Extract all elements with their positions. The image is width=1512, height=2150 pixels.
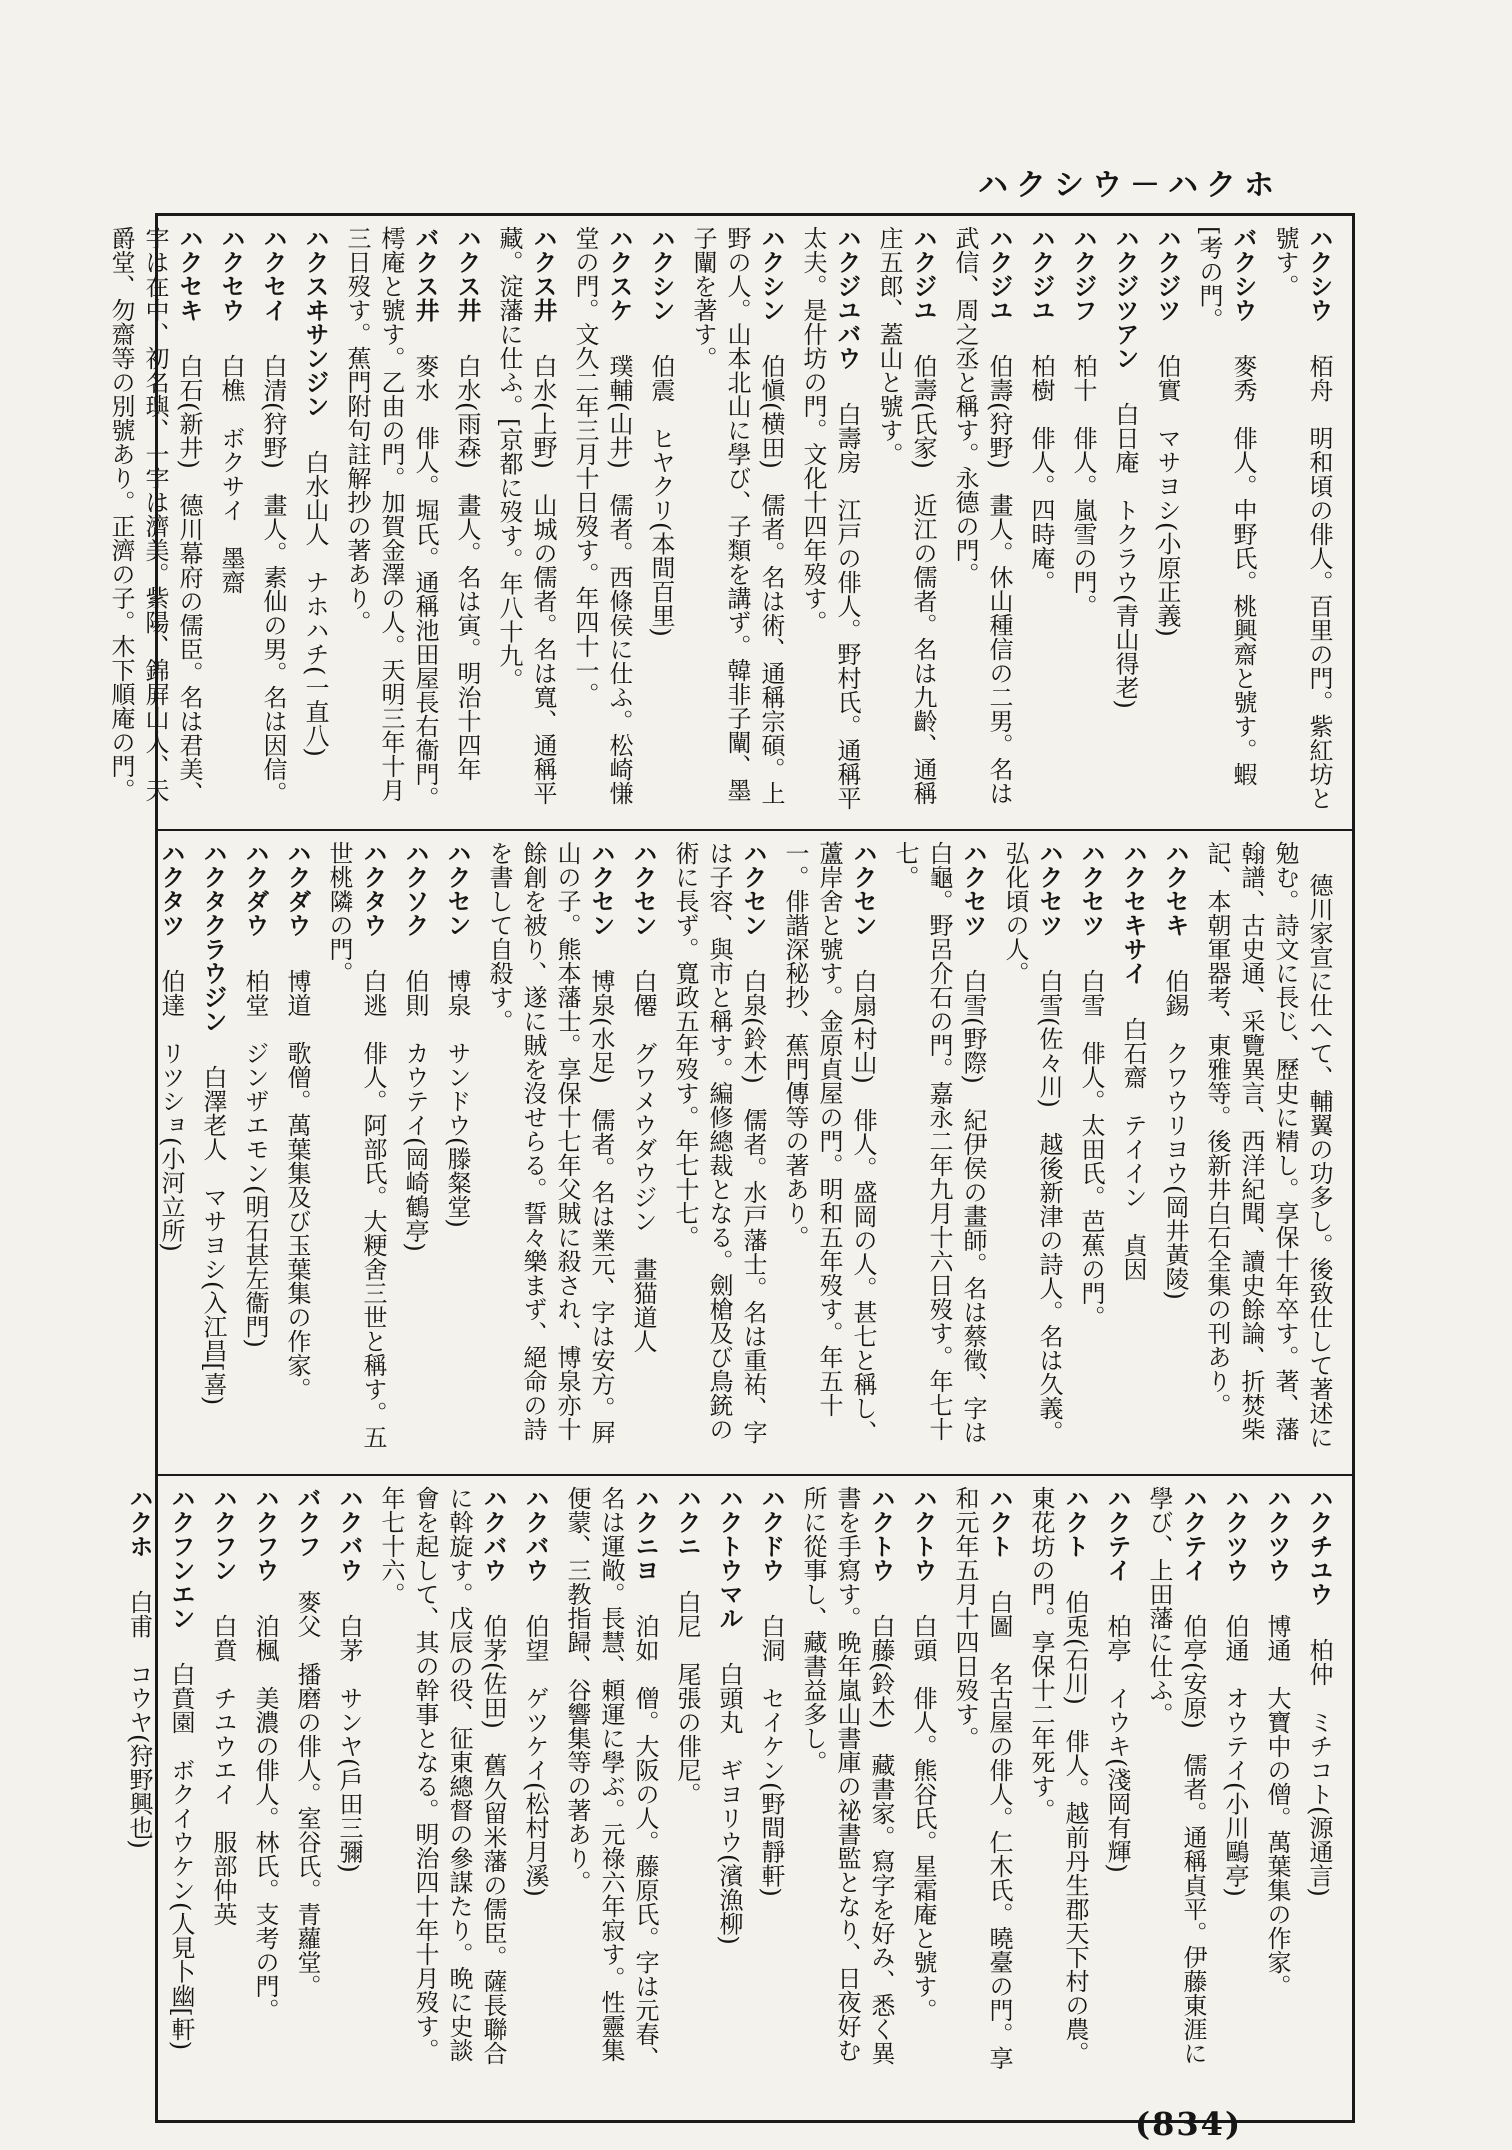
entry-reading: ハクタウ	[359, 841, 387, 937]
entry-text: 伯通 オウテイ(小川鷗亭)	[1221, 1590, 1249, 1897]
entry-reading: ハクス井	[453, 226, 481, 322]
entry-text: 柏亭 イウキ(淺岡有輝)	[1103, 1590, 1131, 1873]
entry-text: 博泉 サンドウ(滕粲堂)	[443, 945, 471, 1228]
entry-text: 泊如 僧。大阪の人。藤原氏。字は元春、名は運敞。長慧、頼運に學ぶ。元祿六年寂す。性靈集便蒙、三教指歸、谷響集等の著あり。	[563, 1486, 659, 2070]
entry-reading: ハクバウ	[521, 1486, 549, 1582]
entry-text: 白尼 尾張の俳尼。	[673, 1566, 701, 1806]
entry-reading: ハクジフ	[1069, 226, 1097, 322]
entry-text: 白逃 俳人。阿部氏。大粳舍三世と稱す。五世桃隣の門。	[325, 841, 387, 1449]
entry-reading: ハクテイ	[1179, 1486, 1207, 1582]
entry-text: 伯壽(氏家) 近江の儒者。名は九齡、通稱庄五郎、蓋山と號す。	[875, 226, 937, 805]
dictionary-entry	[948, 226, 1016, 819]
entry-reading: ハクツウ	[1221, 1486, 1249, 1582]
entry-text: 栢舟 明和頃の俳人。百里の門。紫紅坊と號す。	[1271, 226, 1333, 810]
entry-text: 白石齋 テイイン 貞因	[1119, 993, 1147, 1281]
dictionary-entry	[670, 1486, 704, 2081]
entry-reading: ハクトウマル	[715, 1486, 743, 1630]
entry-text: 白澤老人 マサヨシ(入江昌[喜)	[199, 1041, 227, 1406]
entry-text: 白壽房 江戸の俳人。野村氏。通稱平太夫。是什坊の門。文化十四年歿す。	[799, 226, 861, 810]
entry-text: 白藤(鈴木) 藏書家。寫字を好み、悉く異書を手寫す。晩年嵐山書庫の祕書監となり、日夜好む所に從事し、藏書益多し。	[799, 1486, 895, 2065]
entry-reading: ハクセツ	[959, 841, 987, 937]
entry-text: 白甫 コウヤ(狩野興也)	[125, 1566, 153, 1849]
page-number: (834)	[1135, 2105, 1243, 2143]
dictionary-entry	[154, 841, 188, 1464]
dictionary-frame	[107, 213, 1355, 2123]
entry-reading: ハクタクラウジン	[199, 841, 227, 1033]
entry-reading: ハクジユ	[1027, 226, 1055, 322]
entry-reading: ハクスヰサンジン	[301, 226, 329, 418]
entry-text: 白茅 サンヤ(戶田三彌)	[335, 1590, 363, 1873]
entry-reading: ハクセン	[443, 841, 471, 937]
entry-text: 伯則 カウテイ(岡崎鶴亭)	[401, 945, 429, 1252]
dictionary-entry	[196, 841, 230, 1464]
dictionary-entry	[1260, 1486, 1294, 2081]
entry-reading: ハクセン	[739, 841, 767, 937]
tier-top	[107, 216, 1352, 831]
dictionary-entry	[298, 226, 332, 819]
dictionary-entry	[440, 841, 474, 1464]
entry-reading: ハクタツ	[157, 841, 185, 937]
dictionary-entry	[1150, 226, 1184, 819]
entry-reading: ハクス井	[529, 226, 557, 322]
entry-reading: ハクドウ	[757, 1486, 785, 1582]
entry-reading: ハクシン	[647, 226, 675, 322]
dictionary-entry	[644, 226, 678, 819]
dictionary-entry	[1158, 841, 1192, 1464]
entry-text: 白賁園 ボクイウケン(人見卜幽[軒)	[167, 1638, 195, 2051]
dictionary-entry	[948, 1486, 1016, 2081]
entry-text: 泊楓 美濃の俳人。林氏。支考の門。	[251, 1590, 279, 2022]
entry-reading: ハクジユ	[909, 226, 937, 322]
dictionary-entry	[374, 1486, 510, 2081]
entry-reading: ハクフンエン	[167, 1486, 195, 1630]
entry-text: 白頭 俳人。熊谷氏。星霜庵と號す。	[909, 1590, 937, 2022]
dictionary-entry	[398, 841, 432, 1464]
dictionary-entry	[1108, 226, 1142, 819]
entry-reading: バクス井	[411, 226, 439, 322]
dictionary-entry	[712, 1486, 746, 2081]
entry-text: 伯茅(佐田) 舊久留米藩の儒臣。薩長聯合に斡旋す。戊辰の役、征東總督の參謀たり。晩に史談會を起して、其の幹事となる。明治四十年十月歿す。年七十六。	[377, 1486, 507, 2065]
entry-reading: ハクセン	[849, 841, 877, 937]
entry-reading: ハクセン	[629, 841, 657, 937]
dictionary-entry	[626, 841, 660, 1464]
entry-text: 伯亭(安原) 儒者。通稱貞平。伊藤東涯に學び、上田藩に仕ふ。	[1145, 1486, 1207, 2065]
entry-reading: ハクト	[985, 1486, 1013, 1558]
dictionary-entry	[906, 1486, 940, 2081]
entry-reading: バクシウ	[1229, 226, 1257, 322]
entry-text: 白日庵 トクラウ(青山得老)	[1111, 378, 1139, 709]
entry-reading: ハクニ	[673, 1486, 701, 1558]
entry-reading: バクフ	[293, 1486, 321, 1558]
dictionary-entry	[256, 226, 290, 819]
entry-text: 柏十 俳人。嵐雪の門。	[1069, 330, 1097, 618]
dictionary-entry	[1066, 226, 1100, 819]
dictionary-entry	[122, 1486, 156, 2081]
entry-reading: ハクジツ	[1153, 226, 1181, 322]
entry-text: 伯壽(狩野) 畫人。休山種信の二男。名は武信、周之丞と稱す。永德の門。	[951, 226, 1013, 805]
dictionary-entry	[668, 841, 770, 1464]
dictionary-entry	[796, 1486, 898, 2081]
entry-text: 璞輔(山井) 儒者。西條侯に仕ふ。松崎慊堂の門。文久二年三月十日歿す。年四十一。	[571, 226, 633, 805]
dictionary-entry	[1302, 1486, 1336, 2081]
entry-text: 白水(上野) 山城の儒者。名は寬、通稱平藏。淀藩に仕ふ。[京都に歿す。年八十九。	[495, 226, 557, 805]
dictionary-entry	[1116, 841, 1150, 1464]
dictionary-entry	[1268, 226, 1336, 819]
dictionary-entry	[998, 841, 1066, 1464]
dictionary-entry	[238, 841, 272, 1464]
entry-text: 白雪 俳人。太田氏。芭蕉の門。	[1077, 945, 1105, 1329]
entry-reading: ハクト	[1061, 1486, 1089, 1558]
dictionary-entry	[568, 226, 636, 819]
entry-text: 伯錫 クワウリヨウ(岡井黃陵)	[1161, 945, 1189, 1300]
dictionary-entry	[1200, 841, 1336, 1464]
entry-text: 柏堂 ジンザエモン(明石甚左衞門)	[241, 945, 269, 1348]
entry-text: 白雪(佐々川) 越後新津の詩人。名は久義。弘化頃の人。	[1001, 841, 1063, 1444]
entry-text: 白洞 セイケン(野間靜軒)	[757, 1590, 785, 1897]
entry-text: 博泉(水足) 儒者。名は業元、字は安方。屛山の子。熊本藩士。享保十七年父賊に殺され、博泉亦十餘創を被り、遂に賊を沒せらる。誓々樂まず、絕命の詩を書して自殺す。	[485, 841, 615, 1444]
dictionary-entry	[686, 226, 788, 819]
dictionary-entry	[560, 1486, 662, 2081]
dictionary-entry	[322, 841, 390, 1464]
entry-reading: ハクジユ	[985, 226, 1013, 322]
entry-reading: ハクソク	[401, 841, 429, 937]
entry-reading: ハクホ	[125, 1486, 153, 1558]
entry-reading: ハクセン	[587, 841, 615, 937]
entry-text: 白水山人 ナホハチ(一直八)	[301, 426, 329, 757]
entry-text: 白僊 グワメウダウジン 畫猫道人	[629, 945, 657, 1353]
entry-text: 麥秀 俳人。中野氏。桃興齋と號す。蝦[考の門。	[1195, 226, 1257, 786]
entry-reading: ハクバウ	[479, 1486, 507, 1582]
entry-text: 白石(新井) 德川幕府の儒臣。名は君美、字は在中、初名璵、一字は濟美。紫陽、錦屛山人、天爵堂、勿齋等の別號あり。正濟の子。木下順庵の門。	[107, 226, 203, 805]
running-header: ハクシウ－ハクホ	[978, 168, 1282, 203]
dictionary-entry	[164, 1486, 198, 2081]
entry-reading: ハクシン	[757, 226, 785, 322]
entry-reading: ハクダウ	[241, 841, 269, 937]
entry-text: 博通 大寶中の僧。萬葉集の作家。	[1263, 1590, 1291, 1998]
entry-text: 伯實 マサヨシ(小原正義)	[1153, 330, 1181, 637]
dictionary-entry	[796, 226, 864, 819]
entry-text: 白扇(村山) 俳人。盛岡の人。甚七と稱し、蘆岸舍と號す。金原貞屋の門。明和五年歿す。年五十一。俳諧深秘抄、蕉門傳等の著あり。	[781, 841, 877, 1444]
dictionary-entry	[290, 1486, 324, 2081]
dictionary-entry	[492, 226, 560, 819]
dictionary-entry	[778, 841, 880, 1464]
dictionary-entry	[1192, 226, 1260, 819]
entry-reading: ハクセツ	[1077, 841, 1105, 937]
entry-reading: ハクセキサイ	[1119, 841, 1147, 985]
entry-text: 麥父 播磨の俳人。室谷氏。青蘿堂。	[293, 1566, 321, 1998]
entry-text: 白頭丸 ギヨリウ(濱漁柳)	[715, 1638, 743, 1945]
entry-text: 白圖 名古屋の俳人。仁木氏。曉臺の門。享和元年五月十四日歿す。	[951, 1486, 1013, 2070]
entry-text: 白賁 チユウエイ 服部仲英	[209, 1590, 237, 1926]
entry-reading: ハクジツアン	[1111, 226, 1139, 370]
dictionary-entry	[518, 1486, 552, 2081]
entry-reading: ハクツウ	[1263, 1486, 1291, 1582]
entry-text: 白清(狩野) 畫人。素仙の男。名は因信。	[259, 330, 287, 805]
dictionary-entry	[206, 1486, 240, 2081]
tier-bottom	[125, 1476, 1352, 2091]
entry-text: 伯達 リツショ(小河立所)	[157, 945, 185, 1252]
entry-text: 伯望 ゲツケイ(松村月溪)	[521, 1590, 549, 1897]
entry-text: 伯兎(石川) 俳人。越前丹生郡天下村の農。東花坊の門。享保十二年死す。	[1027, 1486, 1089, 2065]
entry-reading: ハクセイ	[259, 226, 287, 322]
dictionary-entry	[104, 226, 206, 819]
entry-text: 白水(雨森) 畫人。名は寅。明治十四年	[453, 330, 481, 781]
dictionary-entry	[450, 226, 484, 819]
entry-reading: ハクセツ	[1035, 841, 1063, 937]
dictionary-entry	[1142, 1486, 1210, 2081]
entry-reading: ハクセキ	[175, 226, 203, 322]
entry-reading: ハクニヨ	[631, 1486, 659, 1582]
entry-reading: ハクフウ	[251, 1486, 279, 1582]
dictionary-entry	[1024, 226, 1058, 819]
entry-text: 柏樹 俳人。四時庵。	[1027, 330, 1055, 594]
entry-reading: ハクトウ	[909, 1486, 937, 1582]
tier-middle	[158, 831, 1352, 1476]
entry-reading: ハクチユウ	[1305, 1486, 1333, 1606]
dictionary-entry	[332, 1486, 366, 2081]
entry-reading: ハクスケ	[605, 226, 633, 322]
dictionary-entry	[1100, 1486, 1134, 2081]
entry-reading: ハクダウ	[283, 841, 311, 937]
entry-reading: ハクセキ	[1161, 841, 1189, 937]
entry-reading: ハクシウ	[1305, 226, 1333, 322]
entry-reading: ハクセウ	[217, 226, 245, 322]
dictionary-entry	[888, 841, 990, 1464]
entry-reading: ハクジユバウ	[833, 226, 861, 370]
dictionary-entry	[214, 226, 248, 819]
entry-reading: ハクバウ	[335, 1486, 363, 1582]
dictionary-entry	[1024, 1486, 1092, 2081]
entry-reading: ハクフン	[209, 1486, 237, 1582]
entry-text: 伯震 ヒヤクリ(本間百里)	[647, 330, 675, 637]
dictionary-entry	[482, 841, 618, 1464]
entry-text: 白樵 ボクサイ 墨齋	[217, 330, 245, 594]
dictionary-entry	[248, 1486, 282, 2081]
dictionary-entry	[1074, 841, 1108, 1464]
entry-text: 白雪(野際) 紀伊侯の畫師。名は蔡徵、字は白龜。野呂介石の門。嘉永二年九月十六日歿す。年七十七。	[891, 841, 987, 1444]
dictionary-entry	[280, 841, 314, 1464]
entry-text: 伯愼(横田) 儒者。名は術、通稱宗碩。上野の人。山本北山に學び、子類を講ず。韓非子闡、墨子闡を著す。	[689, 226, 785, 805]
entry-text: 白泉(鈴木) 儒者。水戸藩士。名は重祐、字は子容、與市と稱す。編修總裁となる。劍槍及び鳥銃の術に長ず。寬政五年歿す。年七十七。	[671, 841, 767, 1444]
entry-text: 德川家宣に仕へて、輔翼の功多し。後致仕して著述に勉む。詩文に長じ、歷史に精し。享保十年卒す。著、藩翰譜、古史通、采覽異言、西洋紀聞、讀史餘論、折焚柴記、本朝軍器考、東雅等。後新井白石全集の刊あり。	[1203, 841, 1333, 1449]
dictionary-entry	[1218, 1486, 1252, 2081]
entry-reading: ハクテイ	[1103, 1486, 1131, 1582]
entry-text: 博道 歌僧。萬葉集及び玉葉集の作家。	[283, 945, 311, 1401]
dictionary-entry	[872, 226, 940, 819]
entry-reading: ハクトウ	[867, 1486, 895, 1582]
entry-text: 麥水 俳人。堀氏。通稱池田屋長右衞門。樗庵と號す。乙由の門。加賀金澤の人。天明三年十月三日歿す。蕉門附句註解抄の著あり。	[343, 226, 439, 810]
dictionary-entry	[754, 1486, 788, 2081]
entry-text: 柏仲 ミチコト(源通言)	[1305, 1614, 1333, 1897]
dictionary-entry	[340, 226, 442, 819]
